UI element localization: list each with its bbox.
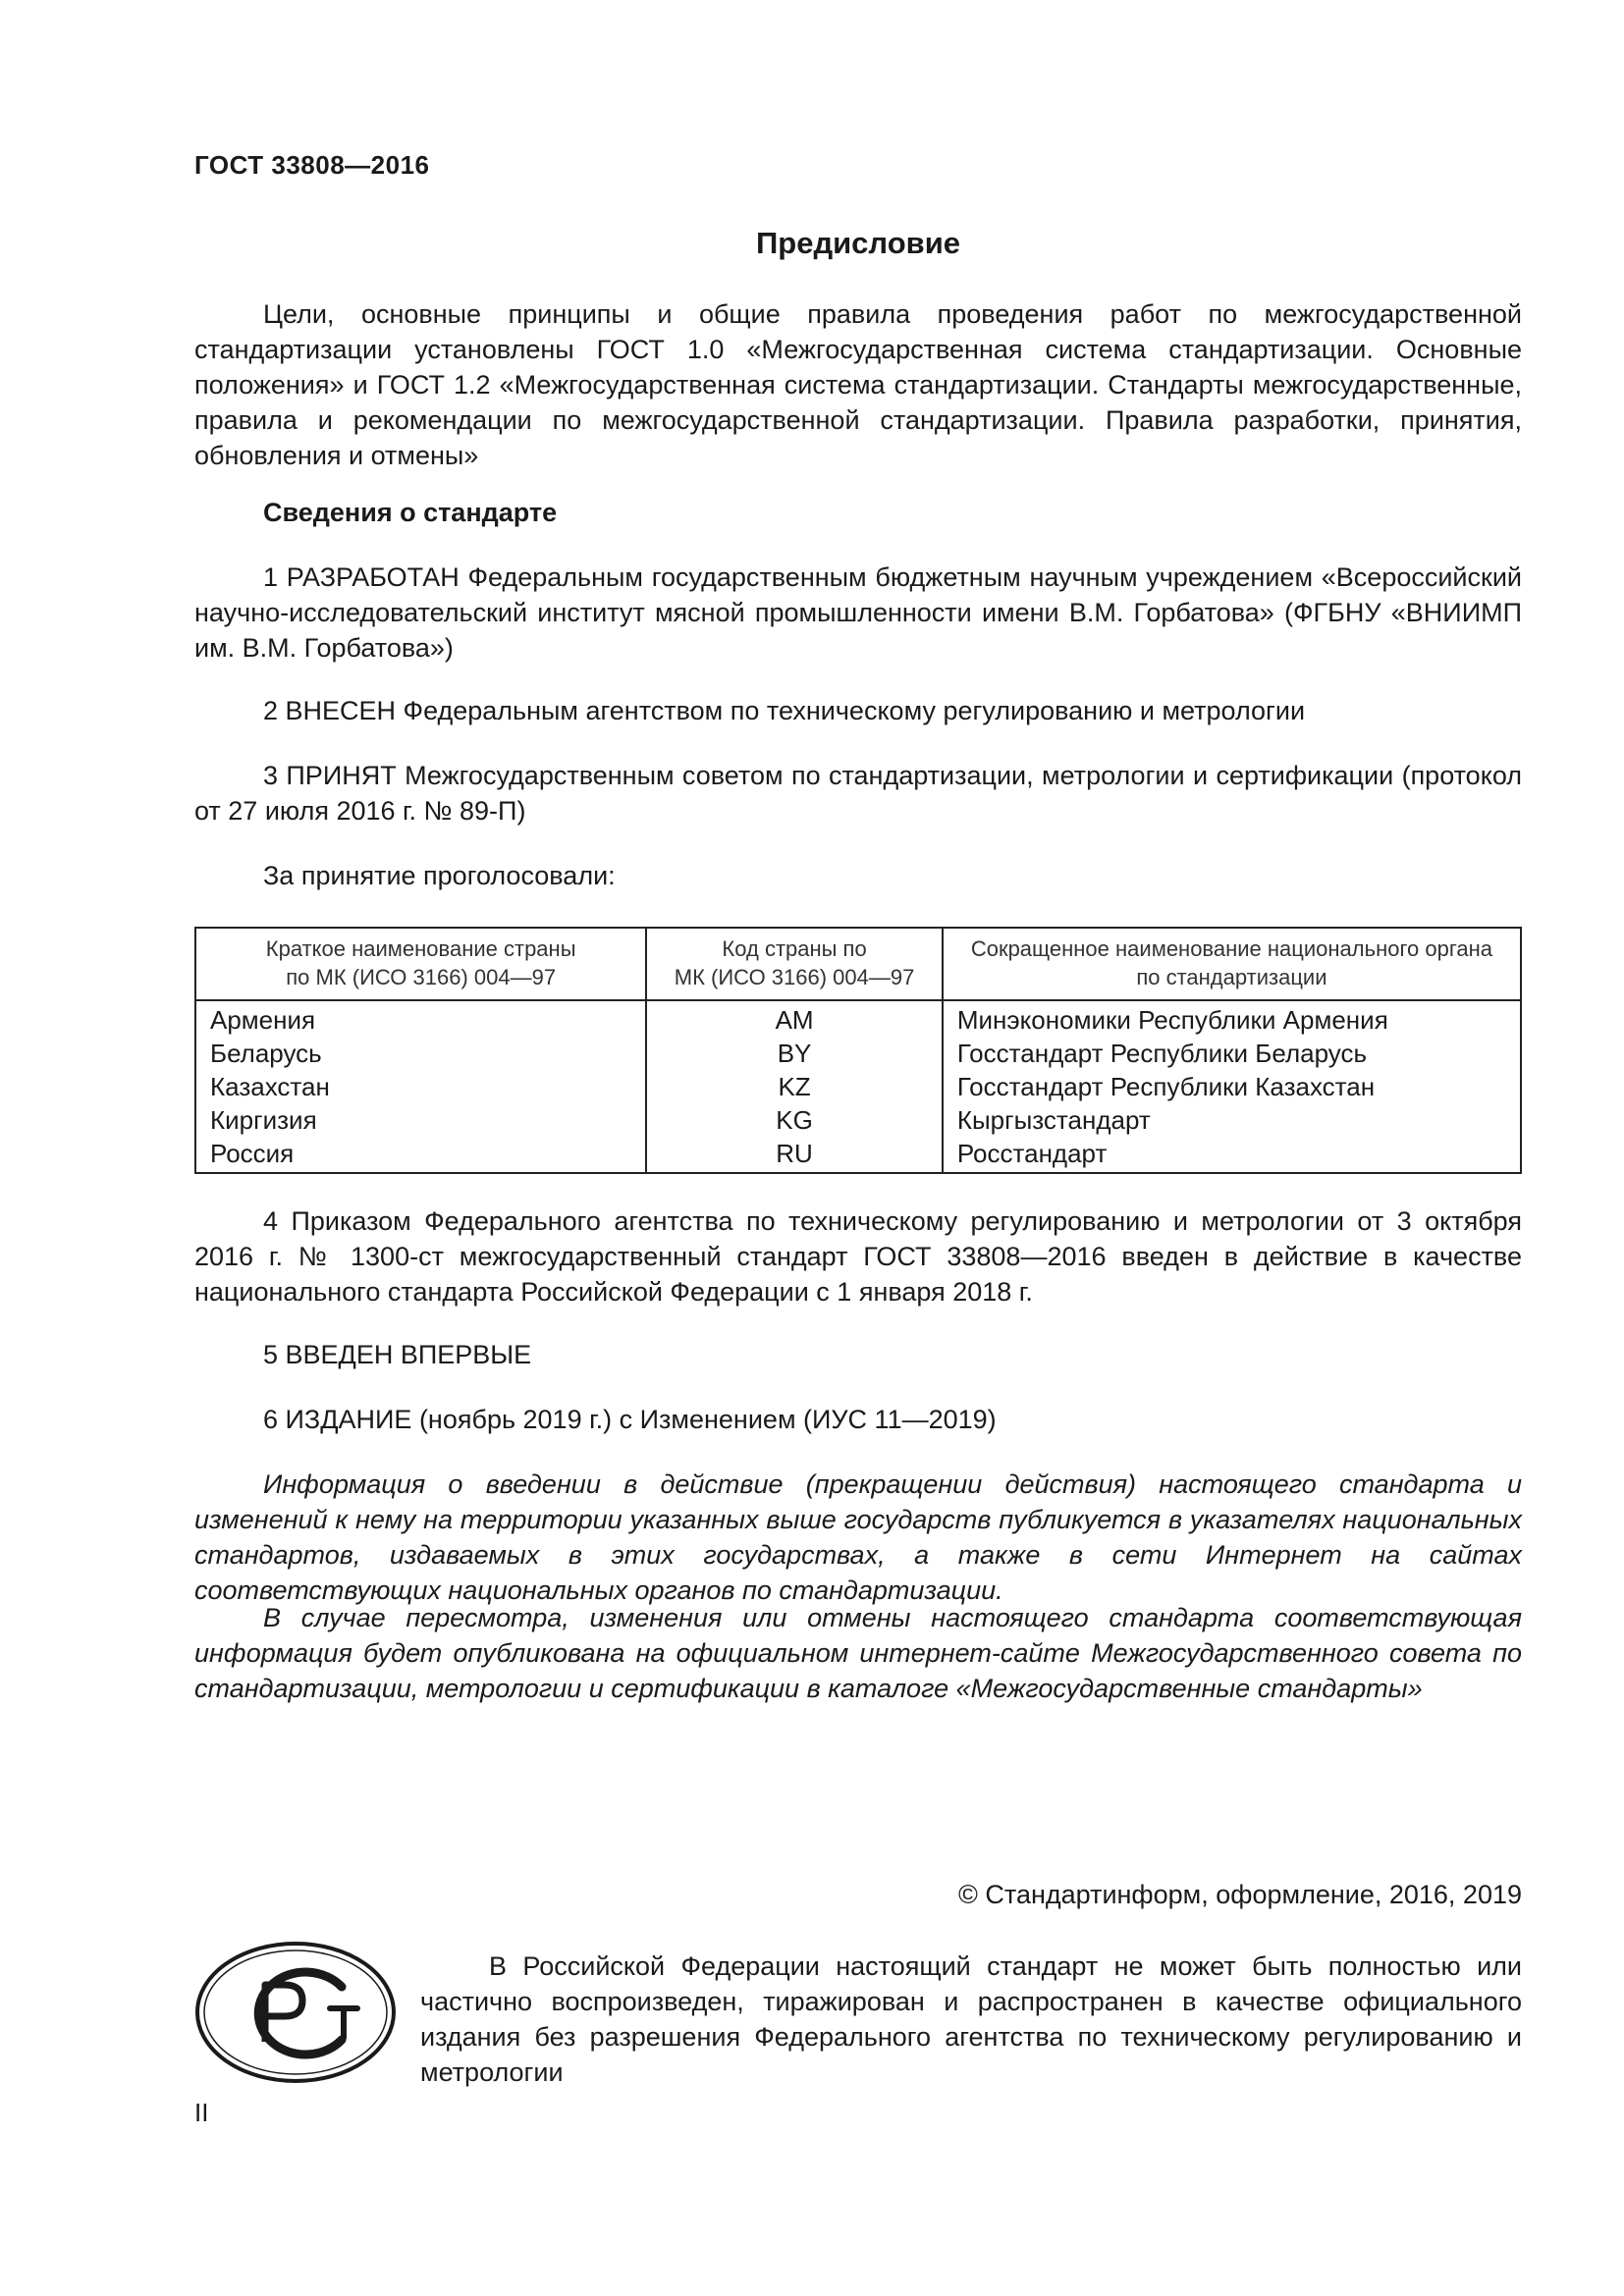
cell-country: Беларусь [195, 1037, 646, 1070]
cell-code: KG [646, 1103, 943, 1137]
italic-note-info: Информация о введении в действие (прекращении действия) настоящего стандарта и изменений к нему на территории указанных выше государств публикуется в указателях национальных стандартов, издаваемых в этих государствах, а также в сети Интернет на сайтах соответствующих национальных органов по стандартизации. [194, 1469, 1522, 1605]
intro-paragraph: Цели, основные принципы и общие правила проведения работ по межгосударственной стандартизации установлены ГОСТ 1.0 «Межгосударственная система стандартизации. Основные положения» и ГОСТ 1.2 «Межгосударственная система стандартизации. Стандарты межгосударственные, правила и рекомендации по межгосударственной стандартизации. Правила разработки, принятия, обновления и отмены» [194, 299, 1522, 470]
header-body-line2: по стандартизации [1136, 965, 1327, 989]
rst-logo-icon [194, 1940, 397, 2085]
header-country [195, 928, 646, 1000]
voting-states-table [194, 927, 1522, 1174]
table-row [195, 1103, 1521, 1137]
standard-code: ГОСТ 33808—2016 [194, 150, 430, 180]
header-code [646, 928, 943, 1000]
italic-note-revision: В случае пересмотра, изменения или отмены настоящего стандарта соответствующая информация будет опубликована на официальном интернет-сайте Межгосударственного совета по стандартизации, метрологии и сертификации в каталоге «Межгосударственные стандарты» [194, 1603, 1522, 1703]
item-enacted: 4 Приказом Федерального агентства по техническому регулированию и метрологии от 3 октября 2016 г. № 1300-ст межгосударственный стандарт ГОСТ 33808—2016 введен в действие в качестве национального стандарта Российской Федерации с 1 января 2018 г. [194, 1206, 1522, 1307]
table-row [195, 1137, 1521, 1173]
cell-code: KZ [646, 1070, 943, 1103]
vote-label: За принятие проголосовали: [263, 861, 616, 890]
header-code-line2: МК (ИСО 3166) 004—97 [674, 965, 915, 989]
cell-body: Кыргызстандарт [943, 1103, 1521, 1137]
header-national-body [943, 928, 1521, 1000]
reproduction-notice: В Российской Федерации настоящий стандарт не может быть полностью или частично воспроизведен, тиражирован и распространен в качестве официального издания без разрешения Федерального агентства по техническому регулированию и метрологии [420, 1951, 1522, 2087]
cell-code: BY [646, 1037, 943, 1070]
info-heading: Сведения о стандарте [263, 498, 558, 527]
page-number: II [194, 2098, 209, 2127]
item-first-introduced: 5 ВВЕДЕН ВПЕРВЫЕ [263, 1340, 532, 1369]
cell-body: Минэкономики Республики Армения [943, 1000, 1521, 1037]
cell-country: Киргизия [195, 1103, 646, 1137]
cell-code: RU [646, 1137, 943, 1173]
cell-country: Казахстан [195, 1070, 646, 1103]
table-row [195, 1037, 1521, 1070]
table-header-row [195, 928, 1521, 1000]
item-developed: 1 РАЗРАБОТАН Федеральным государственным бюджетным научным учреждением «Всероссийский научно-исследовательский институт мясной промышленности имени В.М. Горбатова» (ФГБНУ «ВНИИМП им. В.М. Горбатова») [194, 562, 1522, 663]
cell-body: Росстандарт [943, 1137, 1521, 1173]
cell-code: AM [646, 1000, 943, 1037]
item-adopted: 3 ПРИНЯТ Межгосударственным советом по стандартизации, метрологии и сертификации (протокол от 27 июля 2016 г. № 89-П) [194, 761, 1522, 826]
cell-country: Армения [195, 1000, 646, 1037]
table-row [195, 1000, 1521, 1037]
rst-logo [194, 1940, 397, 2085]
table-row [195, 1070, 1521, 1103]
header-country-line2: по МК (ИСО 3166) 004—97 [286, 965, 557, 989]
header-country-line1: Краткое наименование страны [265, 936, 576, 961]
page-title: Предисловие [755, 226, 960, 260]
item-submitted: 2 ВНЕСЕН Федеральным агентством по техническому регулированию и метрологии [263, 696, 1306, 725]
svg-text:РСТ: РСТ [296, 2012, 298, 2013]
cell-country: Россия [195, 1137, 646, 1173]
cell-body: Госстандарт Республики Казахстан [943, 1070, 1521, 1103]
header-code-line1: Код страны по [722, 936, 867, 961]
cell-body: Госстандарт Республики Беларусь [943, 1037, 1521, 1070]
item-edition: 6 ИЗДАНИЕ (ноябрь 2019 г.) с Изменением (ИУС 11—2019) [263, 1405, 997, 1434]
header-body-line1: Сокращенное наименование национального органа [970, 936, 1492, 961]
copyright-line: © Стандартинформ, оформление, 2016, 2019 [958, 1880, 1522, 1909]
